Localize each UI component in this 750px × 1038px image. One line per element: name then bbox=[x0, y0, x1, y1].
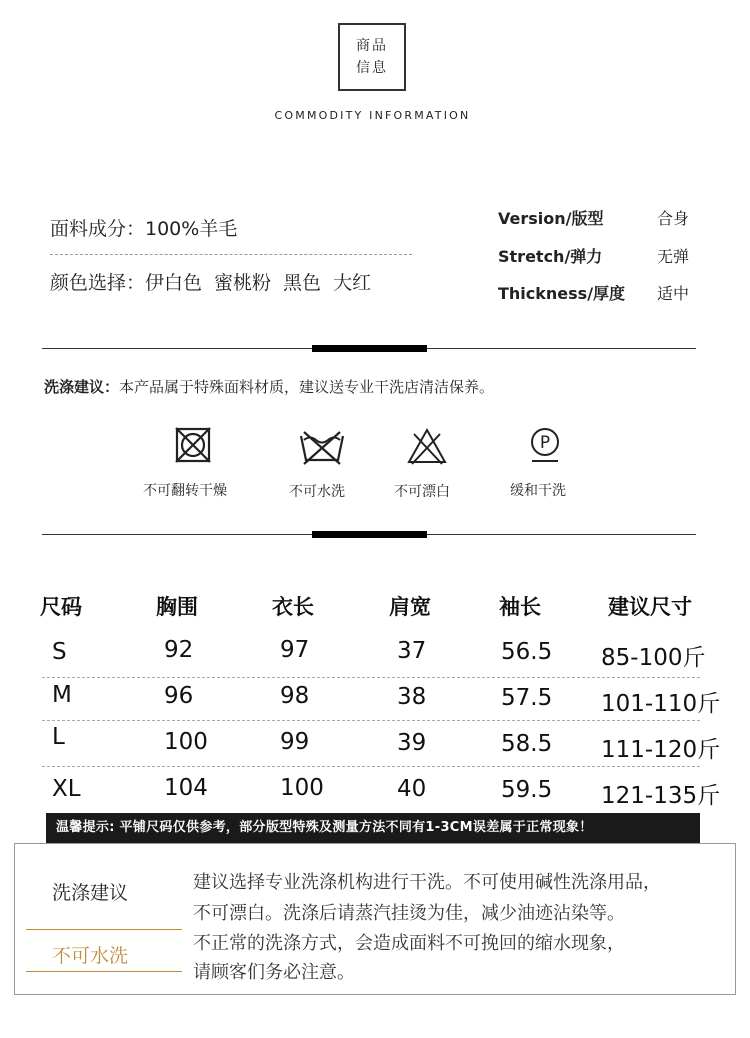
title-line-2: 信息 bbox=[356, 60, 388, 76]
dashed-divider bbox=[50, 254, 412, 255]
title-line-1: 商品 bbox=[356, 38, 388, 54]
color-option: 伊白色 bbox=[145, 272, 203, 294]
wash-advice-text: 本产品属于特殊面料材质，建议送专业干洗店清洁保养。 bbox=[119, 378, 495, 396]
gentle-dry-clean-glyph: P bbox=[539, 433, 551, 453]
spec-value-thickness: 适中 bbox=[657, 284, 690, 303]
spec-key-stretch: Stretch/弹力 bbox=[498, 247, 603, 266]
title-box bbox=[338, 23, 406, 91]
table-cell: 100 bbox=[164, 729, 208, 755]
row-divider bbox=[42, 677, 700, 678]
color-option: 蜜桃粉 bbox=[214, 272, 272, 294]
header-chest: 胸围 bbox=[156, 595, 198, 619]
spec-value-stretch: 无弹 bbox=[657, 247, 690, 266]
table-cell: 98 bbox=[280, 683, 310, 709]
no-bleach-label: 不可漂白 bbox=[394, 484, 450, 500]
color-label: 颜色选择： bbox=[50, 272, 146, 294]
wash-advice-label: 洗涤建议： bbox=[44, 378, 120, 396]
table-cell: 59.5 bbox=[501, 777, 553, 803]
table-cell: 57.5 bbox=[501, 685, 553, 711]
table-cell: 39 bbox=[397, 730, 427, 756]
care-divider bbox=[26, 971, 182, 972]
size-tip-banner: 温馨提示: 平铺尺码仅供参考，部分版型特殊及测量方法不同有1-3CM误差属于正常现象！ bbox=[46, 813, 700, 843]
care-text-line: 建议选择专业洗涤机构进行干洗。不可使用碱性洗涤用品， bbox=[193, 872, 661, 893]
table-cell: 121-135斤 bbox=[601, 783, 721, 809]
spec-value-version: 合身 bbox=[657, 209, 690, 228]
table-cell: 101-110斤 bbox=[601, 691, 721, 717]
divider-accent-bar bbox=[312, 345, 427, 352]
header-recommend: 建议尺寸 bbox=[608, 595, 692, 619]
header-shoulder: 肩宽 bbox=[389, 595, 431, 619]
table-cell: XL bbox=[52, 776, 81, 802]
care-text-line: 不可漂白。洗涤后请蒸汽挂烫为佳，减少油迹沾染等。 bbox=[193, 903, 625, 924]
no-bleach-icon bbox=[406, 426, 448, 468]
table-cell: 58.5 bbox=[501, 731, 553, 757]
table-cell: 100 bbox=[280, 775, 324, 801]
no-tumble-dry-icon bbox=[172, 424, 214, 466]
divider-accent-bar bbox=[312, 531, 427, 538]
care-text-line: 不正常的洗涤方式，会造成面料不可挽回的缩水现象， bbox=[193, 933, 625, 954]
table-cell: 92 bbox=[164, 637, 194, 663]
table-cell: L bbox=[52, 724, 65, 750]
spec-key-thickness: Thickness/厚度 bbox=[498, 284, 626, 303]
header-size: 尺码 bbox=[40, 595, 82, 619]
table-cell: 111-120斤 bbox=[601, 737, 721, 763]
table-cell: 97 bbox=[280, 637, 310, 663]
color-option: 大红 bbox=[333, 272, 372, 294]
no-wash-icon bbox=[298, 426, 346, 468]
table-cell: 104 bbox=[164, 775, 208, 801]
table-cell: 40 bbox=[397, 776, 427, 802]
row-divider bbox=[42, 766, 700, 767]
fabric-composition: 面料成分：100%羊毛 bbox=[50, 218, 238, 240]
care-divider bbox=[26, 929, 182, 930]
table-cell: 56.5 bbox=[501, 639, 553, 665]
table-cell: 96 bbox=[164, 683, 194, 709]
header-length: 衣长 bbox=[272, 595, 314, 619]
table-cell: M bbox=[52, 682, 72, 708]
no-tumble-dry-label: 不可翻转干燥 bbox=[143, 483, 227, 499]
color-options bbox=[50, 268, 383, 295]
no-wash-label: 不可水洗 bbox=[289, 484, 345, 500]
care-label-wash: 洗涤建议 bbox=[52, 882, 129, 904]
subtitle: COMMODITY INFORMATION bbox=[274, 109, 471, 122]
spec-key-version: Version/版型 bbox=[498, 209, 604, 228]
table-cell: 99 bbox=[280, 729, 310, 755]
table-cell: 85-100斤 bbox=[601, 645, 706, 671]
table-cell: 38 bbox=[397, 684, 427, 710]
table-cell: S bbox=[52, 639, 67, 665]
gentle-dry-clean-label: 缓和干洗 bbox=[510, 483, 566, 499]
gentle-dry-clean-icon bbox=[527, 426, 563, 468]
care-text-line: 请顾客们务必注意。 bbox=[193, 962, 355, 983]
care-label-no-wash: 不可水洗 bbox=[52, 945, 129, 967]
row-divider bbox=[42, 720, 700, 721]
header-sleeve: 袖长 bbox=[499, 595, 541, 619]
table-cell: 37 bbox=[397, 638, 427, 664]
wash-advice bbox=[44, 376, 494, 397]
color-option: 黑色 bbox=[283, 272, 322, 294]
